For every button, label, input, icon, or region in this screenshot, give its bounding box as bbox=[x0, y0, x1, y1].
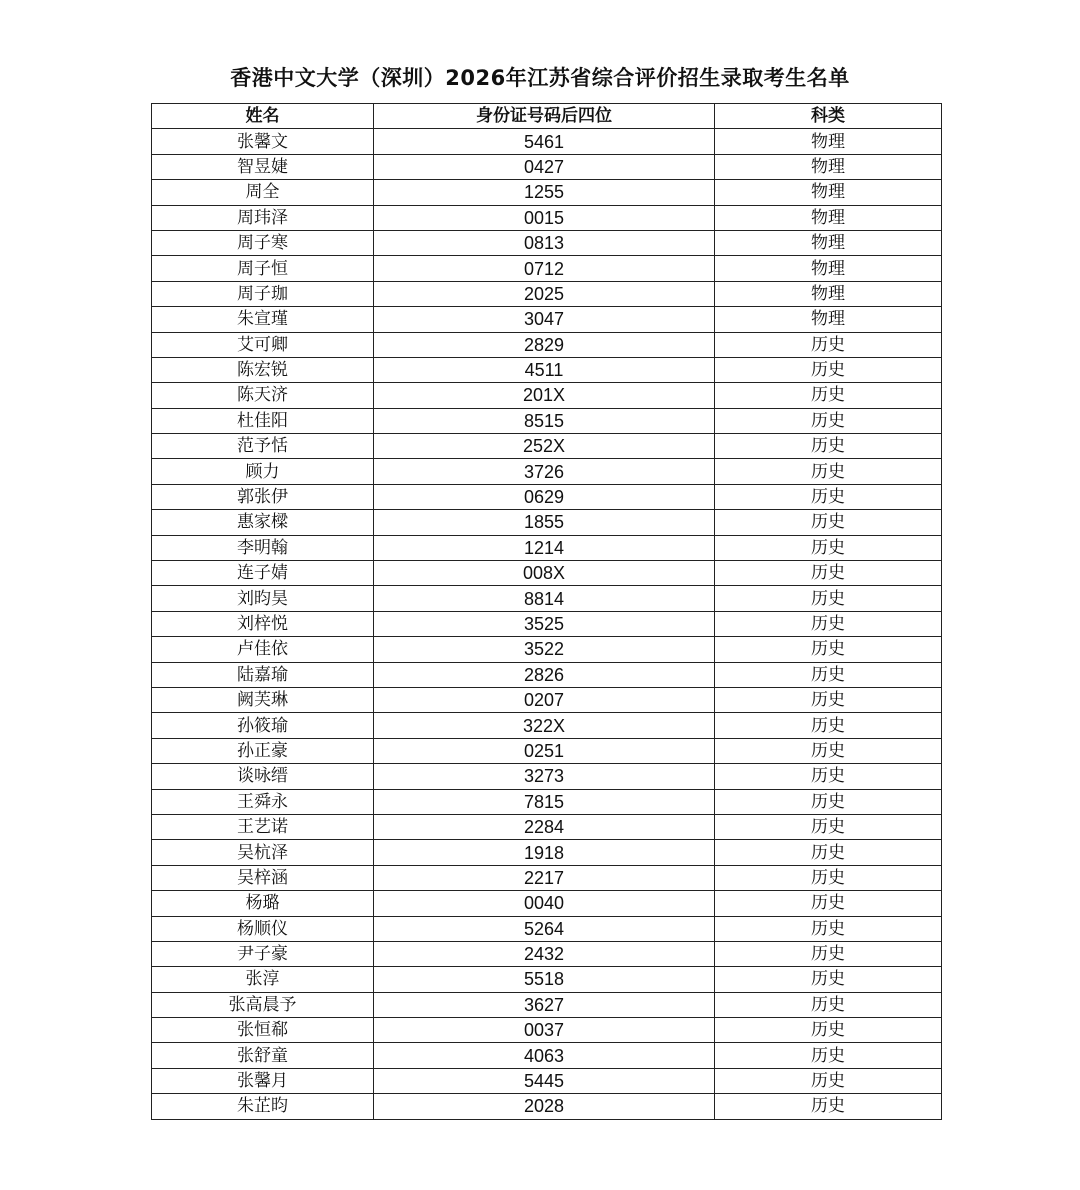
student-name-cell: 谈咏缙 bbox=[152, 764, 374, 789]
table-row bbox=[152, 510, 942, 535]
student-name-cell: 尹子豪 bbox=[152, 941, 374, 966]
table-row bbox=[152, 180, 942, 205]
id-last-four-cell: 1255 bbox=[374, 180, 715, 205]
student-name-cell: 张馨月 bbox=[152, 1068, 374, 1093]
id-last-four-cell: 322X bbox=[374, 713, 715, 738]
subject-cell: 历史 bbox=[715, 434, 942, 459]
header-name: 姓名 bbox=[152, 104, 374, 129]
student-name-cell: 周玮泽 bbox=[152, 205, 374, 230]
subject-cell: 物理 bbox=[715, 154, 942, 179]
student-name-cell: 陈天济 bbox=[152, 383, 374, 408]
id-last-four-cell: 8515 bbox=[374, 408, 715, 433]
id-last-four-cell: 0427 bbox=[374, 154, 715, 179]
table-row bbox=[152, 814, 942, 839]
id-last-four-cell: 2025 bbox=[374, 281, 715, 306]
subject-cell: 物理 bbox=[715, 230, 942, 255]
table-row bbox=[152, 154, 942, 179]
id-last-four-cell: 1214 bbox=[374, 535, 715, 560]
table-row bbox=[152, 1068, 942, 1093]
table-row bbox=[152, 687, 942, 712]
student-name-cell: 吴梓涵 bbox=[152, 865, 374, 890]
id-last-four-cell: 2826 bbox=[374, 662, 715, 687]
student-name-cell: 张恒郗 bbox=[152, 1018, 374, 1043]
subject-cell: 历史 bbox=[715, 408, 942, 433]
id-last-four-cell: 5445 bbox=[374, 1068, 715, 1093]
id-last-four-cell: 1855 bbox=[374, 510, 715, 535]
table-row bbox=[152, 230, 942, 255]
subject-cell: 历史 bbox=[715, 1068, 942, 1093]
id-last-four-cell: 3525 bbox=[374, 611, 715, 636]
subject-cell: 历史 bbox=[715, 916, 942, 941]
subject-cell: 历史 bbox=[715, 687, 942, 712]
student-name-cell: 卢佳依 bbox=[152, 637, 374, 662]
id-last-four-cell: 201X bbox=[374, 383, 715, 408]
id-last-four-cell: 0015 bbox=[374, 205, 715, 230]
table-row bbox=[152, 967, 942, 992]
subject-cell: 历史 bbox=[715, 789, 942, 814]
table-row bbox=[152, 891, 942, 916]
student-name-cell: 顾力 bbox=[152, 459, 374, 484]
id-last-four-cell: 4063 bbox=[374, 1043, 715, 1068]
table-header-row bbox=[152, 104, 942, 129]
header-id-last-four: 身份证号码后四位 bbox=[374, 104, 715, 129]
subject-cell: 历史 bbox=[715, 662, 942, 687]
table-row bbox=[152, 1043, 942, 1068]
student-name-cell: 李明翰 bbox=[152, 535, 374, 560]
id-last-four-cell: 2028 bbox=[374, 1094, 715, 1119]
table-row bbox=[152, 916, 942, 941]
subject-cell: 历史 bbox=[715, 1018, 942, 1043]
id-last-four-cell: 2284 bbox=[374, 814, 715, 839]
subject-cell: 历史 bbox=[715, 891, 942, 916]
id-last-four-cell: 8814 bbox=[374, 586, 715, 611]
student-name-cell: 周子珈 bbox=[152, 281, 374, 306]
table-row bbox=[152, 307, 942, 332]
subject-cell: 历史 bbox=[715, 637, 942, 662]
table-row bbox=[152, 256, 942, 281]
subject-cell: 历史 bbox=[715, 484, 942, 509]
subject-cell: 物理 bbox=[715, 180, 942, 205]
subject-cell: 历史 bbox=[715, 941, 942, 966]
id-last-four-cell: 0712 bbox=[374, 256, 715, 281]
table-row bbox=[152, 484, 942, 509]
table-row bbox=[152, 408, 942, 433]
student-name-cell: 孙正豪 bbox=[152, 738, 374, 763]
table-row bbox=[152, 738, 942, 763]
table-row bbox=[152, 764, 942, 789]
table-row bbox=[152, 383, 942, 408]
student-name-cell: 张高晨予 bbox=[152, 992, 374, 1017]
student-name-cell: 智昱婕 bbox=[152, 154, 374, 179]
student-name-cell: 周全 bbox=[152, 180, 374, 205]
subject-cell: 历史 bbox=[715, 586, 942, 611]
student-name-cell: 郭张伊 bbox=[152, 484, 374, 509]
document-title: 香港中文大学（深圳）2026年江苏省综合评价招生录取考生名单 bbox=[230, 66, 850, 90]
subject-cell: 物理 bbox=[715, 307, 942, 332]
table-row bbox=[152, 637, 942, 662]
subject-cell: 历史 bbox=[715, 383, 942, 408]
table-row bbox=[152, 459, 942, 484]
subject-cell: 物理 bbox=[715, 281, 942, 306]
student-name-cell: 陆嘉瑜 bbox=[152, 662, 374, 687]
id-last-four-cell: 5264 bbox=[374, 916, 715, 941]
subject-cell: 物理 bbox=[715, 129, 942, 154]
id-last-four-cell: 0207 bbox=[374, 687, 715, 712]
subject-cell: 历史 bbox=[715, 967, 942, 992]
student-name-cell: 连子婧 bbox=[152, 561, 374, 586]
student-name-cell: 杨璐 bbox=[152, 891, 374, 916]
id-last-four-cell: 0813 bbox=[374, 230, 715, 255]
id-last-four-cell: 4511 bbox=[374, 357, 715, 382]
student-name-cell: 张舒童 bbox=[152, 1043, 374, 1068]
subject-cell: 历史 bbox=[715, 814, 942, 839]
table-row bbox=[152, 434, 942, 459]
student-name-cell: 张馨文 bbox=[152, 129, 374, 154]
student-name-cell: 杜佳阳 bbox=[152, 408, 374, 433]
id-last-four-cell: 0037 bbox=[374, 1018, 715, 1043]
subject-cell: 历史 bbox=[715, 510, 942, 535]
table-row bbox=[152, 611, 942, 636]
id-last-four-cell: 2217 bbox=[374, 865, 715, 890]
table-row bbox=[152, 941, 942, 966]
subject-cell: 物理 bbox=[715, 256, 942, 281]
table-row bbox=[152, 1018, 942, 1043]
subject-cell: 历史 bbox=[715, 1094, 942, 1119]
id-last-four-cell: 2432 bbox=[374, 941, 715, 966]
id-last-four-cell: 2829 bbox=[374, 332, 715, 357]
admission-list-table bbox=[151, 103, 942, 1120]
subject-cell: 历史 bbox=[715, 611, 942, 636]
id-last-four-cell: 5461 bbox=[374, 129, 715, 154]
subject-cell: 历史 bbox=[715, 459, 942, 484]
id-last-four-cell: 0251 bbox=[374, 738, 715, 763]
table-row bbox=[152, 992, 942, 1017]
student-name-cell: 周子寒 bbox=[152, 230, 374, 255]
id-last-four-cell: 252X bbox=[374, 434, 715, 459]
table-body bbox=[152, 129, 942, 1119]
table-row bbox=[152, 205, 942, 230]
subject-cell: 历史 bbox=[715, 535, 942, 560]
student-name-cell: 阙芙琳 bbox=[152, 687, 374, 712]
table-row bbox=[152, 332, 942, 357]
table-row bbox=[152, 662, 942, 687]
subject-cell: 历史 bbox=[715, 865, 942, 890]
id-last-four-cell: 7815 bbox=[374, 789, 715, 814]
subject-cell: 历史 bbox=[715, 992, 942, 1017]
table-row bbox=[152, 281, 942, 306]
id-last-four-cell: 0629 bbox=[374, 484, 715, 509]
header-subject: 科类 bbox=[715, 104, 942, 129]
subject-cell: 历史 bbox=[715, 713, 942, 738]
admission-list-table-container bbox=[151, 103, 941, 1120]
id-last-four-cell: 3273 bbox=[374, 764, 715, 789]
table-row bbox=[152, 129, 942, 154]
id-last-four-cell: 008X bbox=[374, 561, 715, 586]
student-name-cell: 杨顺仪 bbox=[152, 916, 374, 941]
student-name-cell: 艾可卿 bbox=[152, 332, 374, 357]
id-last-four-cell: 0040 bbox=[374, 891, 715, 916]
table-row bbox=[152, 713, 942, 738]
table-row bbox=[152, 561, 942, 586]
table-row bbox=[152, 357, 942, 382]
id-last-four-cell: 3627 bbox=[374, 992, 715, 1017]
student-name-cell: 陈宏锐 bbox=[152, 357, 374, 382]
id-last-four-cell: 3047 bbox=[374, 307, 715, 332]
subject-cell: 历史 bbox=[715, 332, 942, 357]
table-row bbox=[152, 1094, 942, 1119]
subject-cell: 物理 bbox=[715, 205, 942, 230]
subject-cell: 历史 bbox=[715, 1043, 942, 1068]
student-name-cell: 范予恬 bbox=[152, 434, 374, 459]
student-name-cell: 刘梓悦 bbox=[152, 611, 374, 636]
student-name-cell: 孙筱瑜 bbox=[152, 713, 374, 738]
table-row bbox=[152, 865, 942, 890]
student-name-cell: 朱宣瑾 bbox=[152, 307, 374, 332]
student-name-cell: 惠家樑 bbox=[152, 510, 374, 535]
subject-cell: 历史 bbox=[715, 764, 942, 789]
subject-cell: 历史 bbox=[715, 357, 942, 382]
student-name-cell: 朱芷昀 bbox=[152, 1094, 374, 1119]
student-name-cell: 吴杭泽 bbox=[152, 840, 374, 865]
subject-cell: 历史 bbox=[715, 840, 942, 865]
student-name-cell: 周子恒 bbox=[152, 256, 374, 281]
student-name-cell: 王艺诺 bbox=[152, 814, 374, 839]
table-row bbox=[152, 535, 942, 560]
subject-cell: 历史 bbox=[715, 561, 942, 586]
student-name-cell: 张淳 bbox=[152, 967, 374, 992]
id-last-four-cell: 5518 bbox=[374, 967, 715, 992]
table-row bbox=[152, 840, 942, 865]
id-last-four-cell: 1918 bbox=[374, 840, 715, 865]
id-last-four-cell: 3726 bbox=[374, 459, 715, 484]
student-name-cell: 刘昀昊 bbox=[152, 586, 374, 611]
table-row bbox=[152, 586, 942, 611]
subject-cell: 历史 bbox=[715, 738, 942, 763]
id-last-four-cell: 3522 bbox=[374, 637, 715, 662]
student-name-cell: 王舜永 bbox=[152, 789, 374, 814]
table-row bbox=[152, 789, 942, 814]
